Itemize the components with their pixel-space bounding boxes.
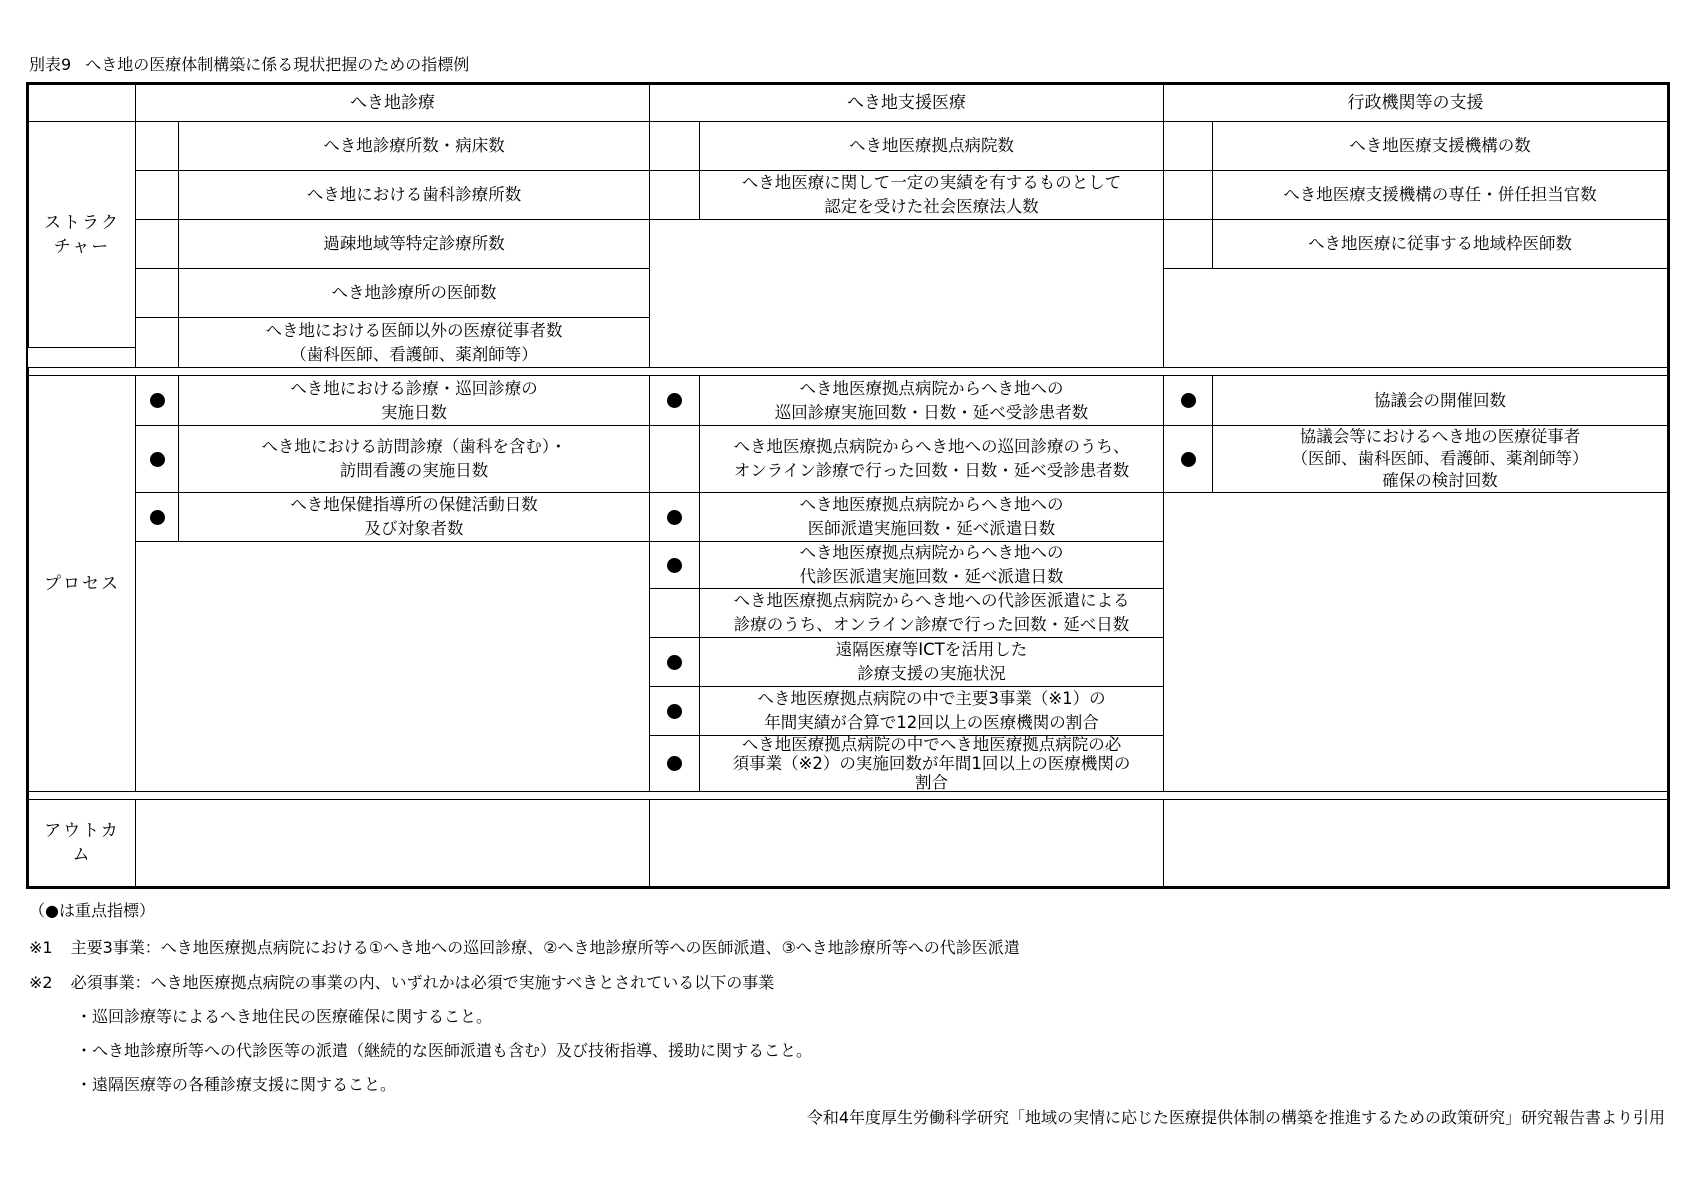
indicator-cell: へき地医療拠点病院の中でへき地医療拠点病院の必 須事業（※2）の実施回数が年間1回以上の医療機関の 割合 <box>699 735 1164 792</box>
indicator-cell: へき地医療拠点病院数 <box>699 121 1164 171</box>
indicator-cell: 遠隔医療等ICTを活用した 診療支援の実施状況 <box>699 637 1164 687</box>
indicator-cell: へき地医療支援機構の専任・併任担当官数 <box>1212 170 1668 220</box>
key-dot-icon <box>667 655 682 670</box>
key-indicator-mark <box>649 735 700 792</box>
col-header-gyosei-shien: 行政機関等の支援 <box>1163 84 1668 122</box>
key-dot-icon <box>1181 452 1196 467</box>
key-dot-icon <box>150 393 165 408</box>
indicator-cell: 協議会等におけるへき地の医療従事者 （医師、歯科医師、看護師、薬剤師等） 確保の検討回数 <box>1212 425 1668 493</box>
legend-note: （●は重点指標） <box>29 901 155 920</box>
indicator-cell: へき地医療に従事する地域枠医師数 <box>1212 219 1668 269</box>
empty-cell <box>135 799 650 887</box>
indicator-cell: へき地医療拠点病院からへき地への 医師派遣実施回数・延べ派遣日数 <box>699 492 1164 542</box>
category-structure: ストラク チャー <box>28 121 136 348</box>
indicator-cell: へき地における医師以外の医療従事者数 （歯科医師、看護師、薬剤師等） <box>178 317 650 368</box>
key-dot-icon <box>1181 393 1196 408</box>
mark-cell <box>649 170 700 220</box>
key-dot-icon <box>667 756 682 771</box>
mark-cell <box>649 588 700 638</box>
indicator-cell: へき地医療拠点病院からへき地への代診医派遣による 診療のうち、オンライン診療で行った回数・延べ日数 <box>699 588 1164 638</box>
indicator-cell: へき地医療拠点病院の中で主要3事業（※1）の 年間実績が合算で12回以上の医療機関の割合 <box>699 686 1164 736</box>
indicator-cell: へき地診療所数・病床数 <box>178 121 650 171</box>
indicator-table <box>26 82 1670 889</box>
note-1-text: 主要3事業：へき地医療拠点病院における①へき地への巡回診療、②へき地診療所等への医師派遣、③へき地診療所等への代診医派遣 <box>70 938 1020 957</box>
table-title: へき地の医療体制構築に係る現状把握のための指標例 <box>85 55 470 74</box>
empty-cell <box>135 541 650 792</box>
key-dot-icon <box>150 452 165 467</box>
indicator-cell: へき地における歯科診療所数 <box>178 170 650 220</box>
empty-cell <box>649 219 1164 368</box>
header-corner <box>28 84 136 122</box>
category-process: プロセス <box>28 375 136 792</box>
col-header-shien-iryo: へき地支援医療 <box>649 84 1164 122</box>
key-dot-icon <box>667 393 682 408</box>
note-2-label: ※2 <box>29 973 53 992</box>
key-indicator-mark <box>135 492 179 542</box>
empty-cell <box>1163 799 1668 887</box>
note-2-bullet: ・へき地診療所等への代診医等の派遣（継続的な医師派遣も含む）及び技術指導、援助に関すること。 <box>76 1041 813 1060</box>
citation: 令和4年度厚生労働科学研究「地域の実情に応じた医療提供体制の構築を推進するための政策研究」研究報告書より引用 <box>806 1108 1665 1127</box>
key-dot-icon <box>667 558 682 573</box>
note-2-bullet: ・遠隔医療等の各種診療支援に関すること。 <box>76 1075 397 1094</box>
key-dot-icon <box>667 704 682 719</box>
key-indicator-mark <box>649 492 700 542</box>
key-indicator-mark <box>135 375 179 426</box>
table-code: 別表9 <box>29 55 72 74</box>
indicator-cell: へき地診療所の医師数 <box>178 268 650 318</box>
mark-cell <box>135 268 179 318</box>
col-header-hekichi-shinryo: へき地診療 <box>135 84 650 122</box>
key-indicator-mark <box>649 541 700 589</box>
key-indicator-mark <box>135 425 179 493</box>
mark-cell <box>649 425 700 493</box>
mark-cell <box>135 170 179 220</box>
key-indicator-mark <box>649 637 700 687</box>
indicator-cell: へき地医療拠点病院からへき地への 巡回診療実施回数・日数・延べ受診患者数 <box>699 375 1164 426</box>
indicator-cell: 協議会の開催回数 <box>1212 375 1668 426</box>
mark-cell <box>649 121 700 171</box>
key-dot-icon <box>150 510 165 525</box>
key-indicator-mark <box>1163 425 1213 493</box>
indicator-cell: 過疎地域等特定診療所数 <box>178 219 650 269</box>
key-dot-icon <box>667 510 682 525</box>
note-1 <box>29 935 1020 958</box>
note-2-text: 必須事業：へき地医療拠点病院の事業の内、いずれかは必須で実施すべきとされている以下の事業 <box>70 973 775 992</box>
note-1-label: ※1 <box>29 938 53 957</box>
indicator-cell: へき地医療に関して一定の実績を有するものとして 認定を受けた社会医療法人数 <box>699 170 1164 220</box>
indicator-cell: へき地における訪問診療（歯科を含む）・ 訪問看護の実施日数 <box>178 425 650 493</box>
indicator-cell: へき地における診療・巡回診療の 実施日数 <box>178 375 650 426</box>
mark-cell <box>1163 170 1213 220</box>
note-2-bullet: ・巡回診療等によるへき地住民の医療確保に関すること。 <box>76 1007 493 1026</box>
indicator-cell: へき地医療拠点病院からへき地への 代診医派遣実施回数・延べ派遣日数 <box>699 541 1164 589</box>
mark-cell <box>135 317 179 368</box>
note-2 <box>29 970 774 993</box>
indicator-cell: へき地医療拠点病院からへき地への巡回診療のうち、 オンライン診療で行った回数・日数・延べ受診患者数 <box>699 425 1164 493</box>
page-title <box>29 52 469 75</box>
empty-cell <box>649 799 1164 887</box>
indicator-cell: へき地保健指導所の保健活動日数 及び対象者数 <box>178 492 650 542</box>
empty-cell <box>1163 268 1668 368</box>
empty-cell <box>1163 492 1668 792</box>
key-indicator-mark <box>649 686 700 736</box>
mark-cell <box>135 219 179 269</box>
mark-cell <box>1163 219 1213 269</box>
key-indicator-mark <box>649 375 700 426</box>
mark-cell <box>1163 121 1213 171</box>
category-outcome: アウトカ ム <box>28 799 136 887</box>
key-indicator-mark <box>1163 375 1213 426</box>
indicator-cell: へき地医療支援機構の数 <box>1212 121 1668 171</box>
mark-cell <box>135 121 179 171</box>
